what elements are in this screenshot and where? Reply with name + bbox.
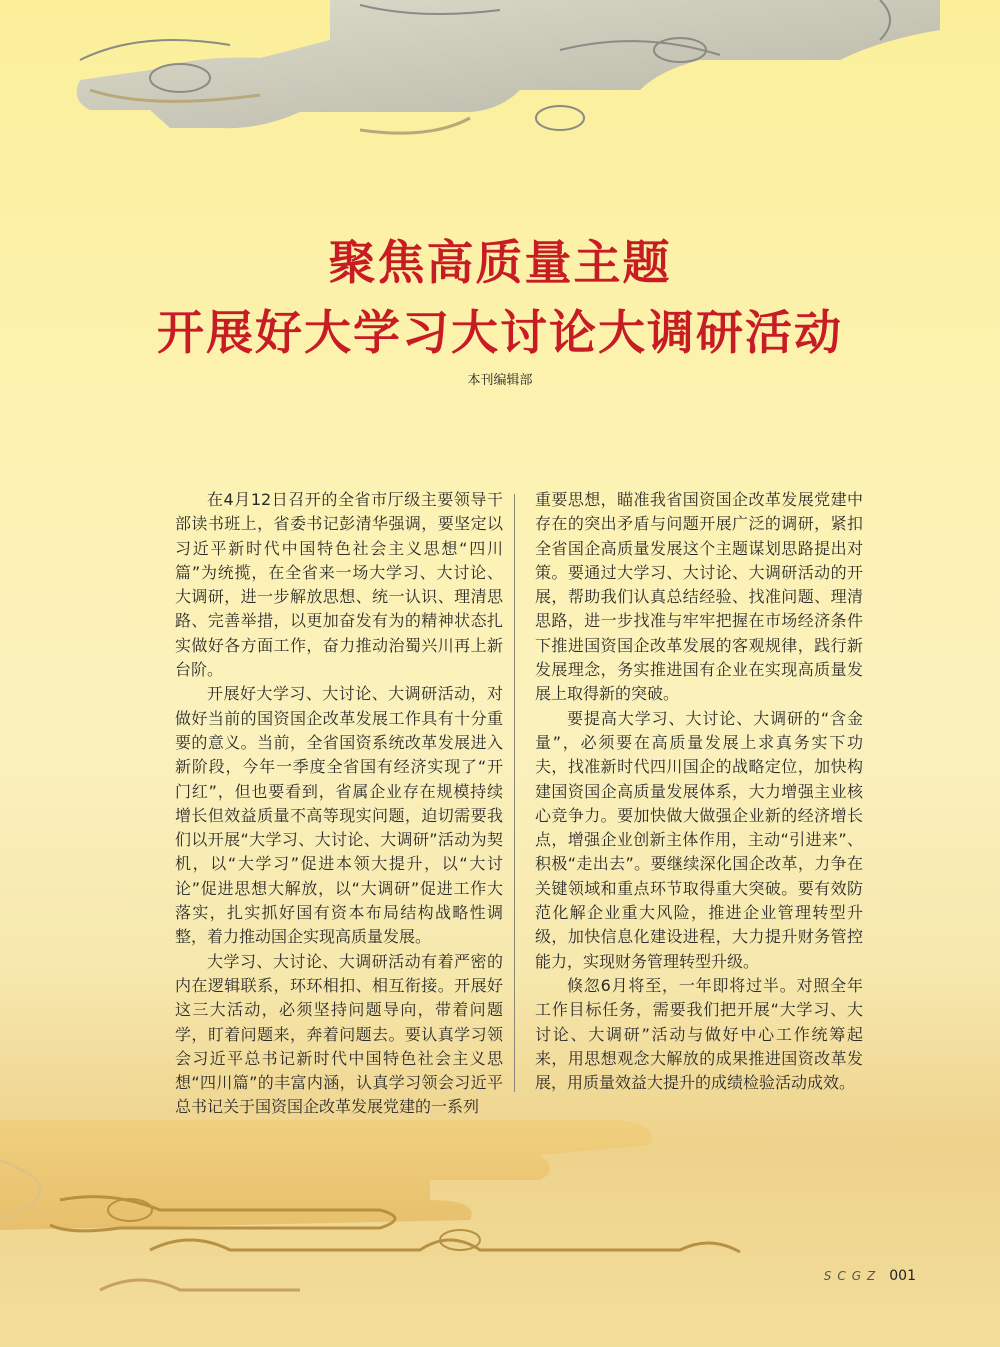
paragraph-continued: 重要思想，瞄准我省国资国企改革发展党建中存在的突出矛盾与问题开展广泛的调研，紧扣全省国企高质量发展这个主题谋划思路提出对策。要通过大学习、大讨论、大调研活动的开展，帮助我们认真总结经验、找准问题、理清思路，进一步找准与牢牢把握在市场经济条件下推进国资国企改革发展的客观规律，践行新发展理念，务实推进国有企业在实现高质量发展上取得新的突破。 xyxy=(535,490,863,704)
paragraph: 开展好大学习、大讨论、大调研活动，对做好当前的国资国企改革发展工作具有十分重要的意义。当前，全省国资系统改革发展进入新阶段，今年一季度全省国有经济实现了“开门红”，但也要看到，省属企业存在规模持续增长但效益质量不高等现实问题，迫切需要我们以开展“大学习、大讨论、大调研”活动为契机，以“大学习”促进本领大提升，以“大讨论”促进思想大解放，以“大调研”促进工作大落实，扎实抓好国有资本布局结构战略性调整，着力推动国企实现高质量发展。 xyxy=(175,684,503,947)
paragraph: 大学习、大讨论、大调研活动有着严密的内在逻辑联系，环环相扣、相互衔接。开展好这三大活动，必须坚持问题导向，带着问题学，盯着问题来，奔着问题去。要认真学习领会习近平总书记新时代中国特色社会主义思想“四川篇”的丰富内涵，认真学习领会习近平总书记关于国资国企改革发展党建的一系列 xyxy=(175,951,503,1117)
cloud-pattern-top xyxy=(0,0,1000,150)
column-divider xyxy=(514,494,515,1092)
magazine-code: SCGZ xyxy=(823,1269,882,1283)
page-footer xyxy=(824,1268,916,1284)
page-title-line-2: 开展好大学习大讨论大调研活动 xyxy=(157,306,843,361)
article-column-left xyxy=(175,488,503,1120)
paragraph: 要提高大学习、大讨论、大调研的“含金量”，必须要在高质量发展上求真务实下功夫，找准新时代四川国企的战略定位，加快构建国资国企高质量发展体系，大力增强主业核心竞争力。要加快做大做强企业新的经济增长点，增强企业创新主体作用，主动“引进来”、积极“走出去”。要继续深化国企改革，力争在关键领域和重点环节取得重大突破。要有效防范化解企业重大风险，推进企业管理转型升级，加快信息化建设进程，大力提升财务管控能力，实现财务管理转型升级。 xyxy=(535,708,863,971)
article-column-right xyxy=(535,488,863,1095)
page-title-line-1: 聚焦高质量主题 xyxy=(328,236,672,291)
page-number: 001 xyxy=(889,1268,916,1284)
cloud-pattern-bottom xyxy=(0,1100,1000,1347)
paragraph: 倏忽6月将至，一年即将过半。对照全年工作目标任务，需要我们把开展“大学习、大讨论、大调研”活动与做好中心工作统筹起来，用思想观念大解放的成果推进国资改革发展，用质量效益大提升的成绩检验活动成效。 xyxy=(535,975,863,1093)
byline: 本刊编辑部 xyxy=(467,373,533,388)
paragraph: 在4月12日召开的全省市厅级主要领导干部读书班上，省委书记彭清华强调，要坚定以习近平新时代中国特色社会主义思想“四川篇”为统揽，在全省来一场大学习、大讨论、大调研，进一步解放思想、统一认识、理清思路、完善举措，以更加奋发有为的精神状态扎实做好各方面工作，奋力推动治蜀兴川再上新台阶。 xyxy=(175,490,503,680)
